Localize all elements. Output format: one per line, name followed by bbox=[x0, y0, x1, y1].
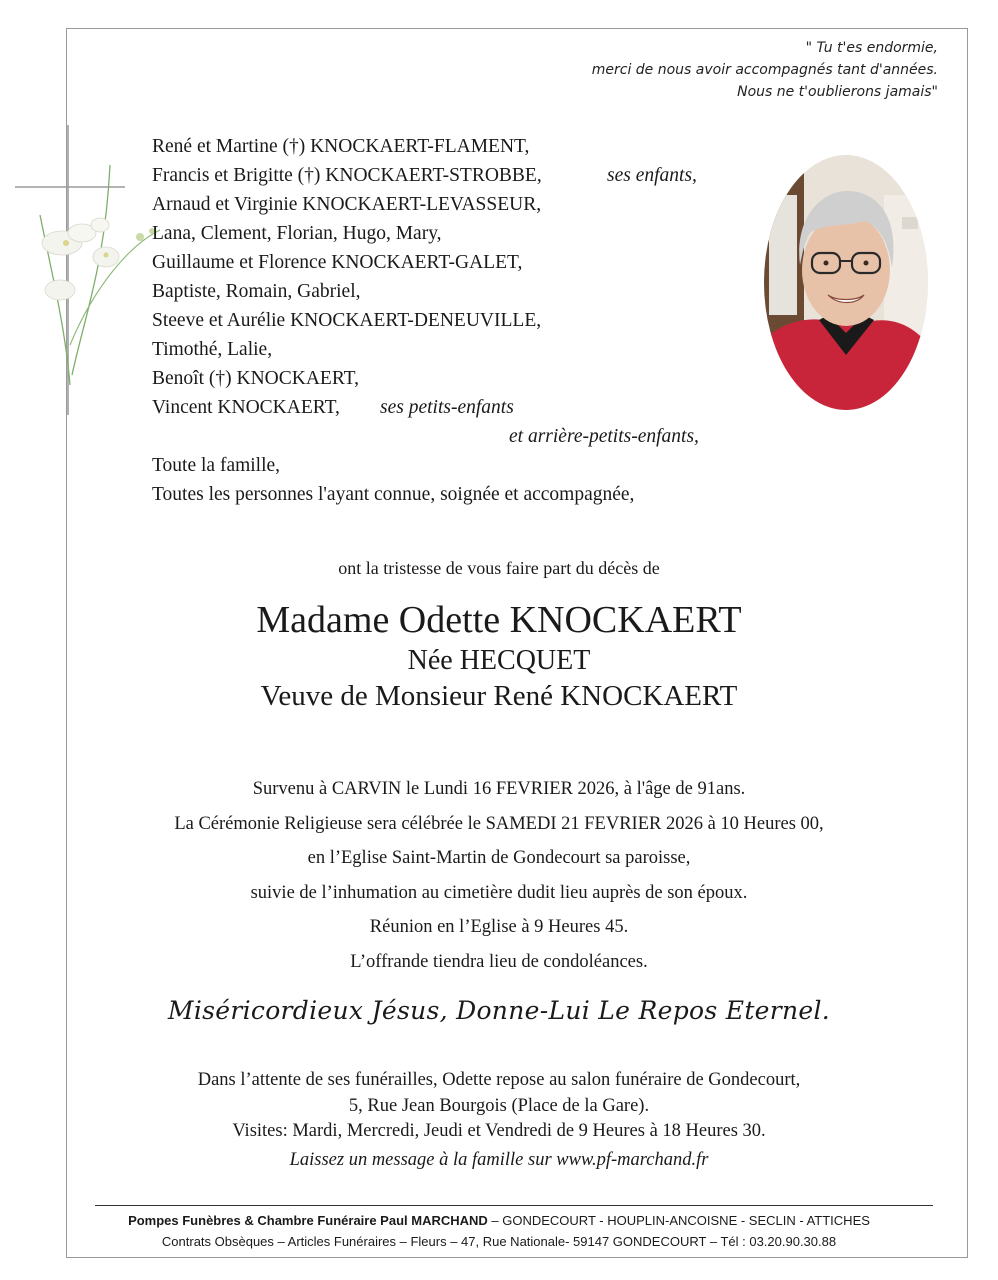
deceased-name: Madame Odette KNOCKAERT bbox=[256, 599, 742, 641]
condolence-message-link[interactable]: Laissez un message à la famille sur www.pf-marchand.fr bbox=[289, 1150, 709, 1170]
company-locations: – GONDECOURT - HOUPLIN-ANCOISNE - SECLIN - ATTICHES bbox=[487, 1213, 870, 1228]
quote-line: " Tu t'es endormie, bbox=[805, 40, 938, 56]
role-grandchildren: ses petits-enfants bbox=[380, 397, 514, 418]
portrait-illustration bbox=[764, 155, 928, 410]
maiden-name: Née HECQUET bbox=[407, 645, 591, 676]
epitaph-quote bbox=[592, 37, 938, 103]
family-line: Francis et Brigitte (†) KNOCKAERT-STROBBE, ses enfants, bbox=[152, 161, 634, 190]
prayer-text: Miséricordieux Jésus, Donne-Lui Le Repos Eternel. bbox=[167, 996, 831, 1025]
family-list bbox=[152, 132, 699, 509]
family-line: René et Martine (†) KNOCKAERT-FLAMENT, bbox=[152, 136, 530, 157]
detail-line: La Cérémonie Religieuse sera célébrée le SAMEDI 21 FEVRIER 2026 à 10 Heures 00, bbox=[174, 813, 824, 834]
widow-of: Veuve de Monsieur René KNOCKAERT bbox=[260, 680, 738, 712]
family-line: Toutes les personnes l'ayant connue, soignée et accompagnée, bbox=[152, 484, 635, 505]
announcement-text: ont la tristesse de vous faire part du décès de bbox=[338, 558, 660, 578]
detail-line: suivie de l’inhumation au cimetière dudit lieu auprès de son époux. bbox=[250, 882, 748, 903]
family-line: Arnaud et Virginie KNOCKAERT-LEVASSEUR, bbox=[152, 194, 542, 215]
family-line: Timothé, Lalie, bbox=[152, 339, 273, 360]
detail-line: Survenu à CARVIN le Lundi 16 FEVRIER 2026, à l'âge de 91ans. bbox=[252, 779, 746, 799]
wake-details bbox=[0, 1068, 998, 1145]
quote-line: merci de nous avoir accompagnés tant d'années. bbox=[591, 62, 938, 78]
family-line: Steeve et Aurélie KNOCKAERT-DENEUVILLE, bbox=[152, 310, 542, 331]
detail-line: L’offrande tiendra lieu de condoléances. bbox=[350, 951, 648, 972]
company-name: Pompes Funèbres & Chambre Funéraire Paul MARCHAND bbox=[128, 1213, 488, 1228]
detail-line: Réunion en l’Eglise à 9 Heures 45. bbox=[369, 917, 629, 938]
footer-line-2: Contrats Obsèques – Articles Funéraires – Fleurs – 47, Rue Nationale- 59147 GONDECOURT – Tél : 03.20.90.30.88 bbox=[161, 1234, 837, 1249]
wake-line: Dans l’attente de ses funérailles, Odette repose au salon funéraire de Gondecourt, bbox=[197, 1070, 801, 1090]
family-line bbox=[152, 422, 699, 451]
footer-line-1 bbox=[0, 1210, 998, 1231]
family-line: Vincent KNOCKAERT, ses petits-enfants bbox=[152, 393, 634, 422]
wake-line: 5, Rue Jean Bourgois (Place de la Gare). bbox=[348, 1095, 650, 1116]
ceremony-details bbox=[0, 772, 998, 980]
deceased-portrait bbox=[764, 155, 928, 410]
footer-divider bbox=[95, 1205, 933, 1206]
funeral-home-footer bbox=[0, 1210, 998, 1252]
family-line: Lana, Clement, Florian, Hugo, Mary, bbox=[152, 223, 442, 244]
family-line: Benoît (†) KNOCKAERT, bbox=[152, 368, 359, 389]
role-children: ses enfants, bbox=[607, 165, 697, 186]
family-line: Guillaume et Florence KNOCKAERT-GALET, bbox=[152, 252, 523, 273]
quote-line: Nous ne t'oublierons jamais" bbox=[737, 84, 938, 100]
family-line: Baptiste, Romain, Gabriel, bbox=[152, 281, 361, 302]
family-line: Toute la famille, bbox=[152, 455, 281, 476]
wake-line: Visites: Mardi, Mercredi, Jeudi et Vendredi de 9 Heures à 18 Heures 30. bbox=[232, 1121, 766, 1141]
role-great-grandchildren: et arrière-petits-enfants, bbox=[509, 426, 699, 447]
detail-line: en l’Eglise Saint-Martin de Gondecourt sa paroisse, bbox=[307, 848, 691, 869]
